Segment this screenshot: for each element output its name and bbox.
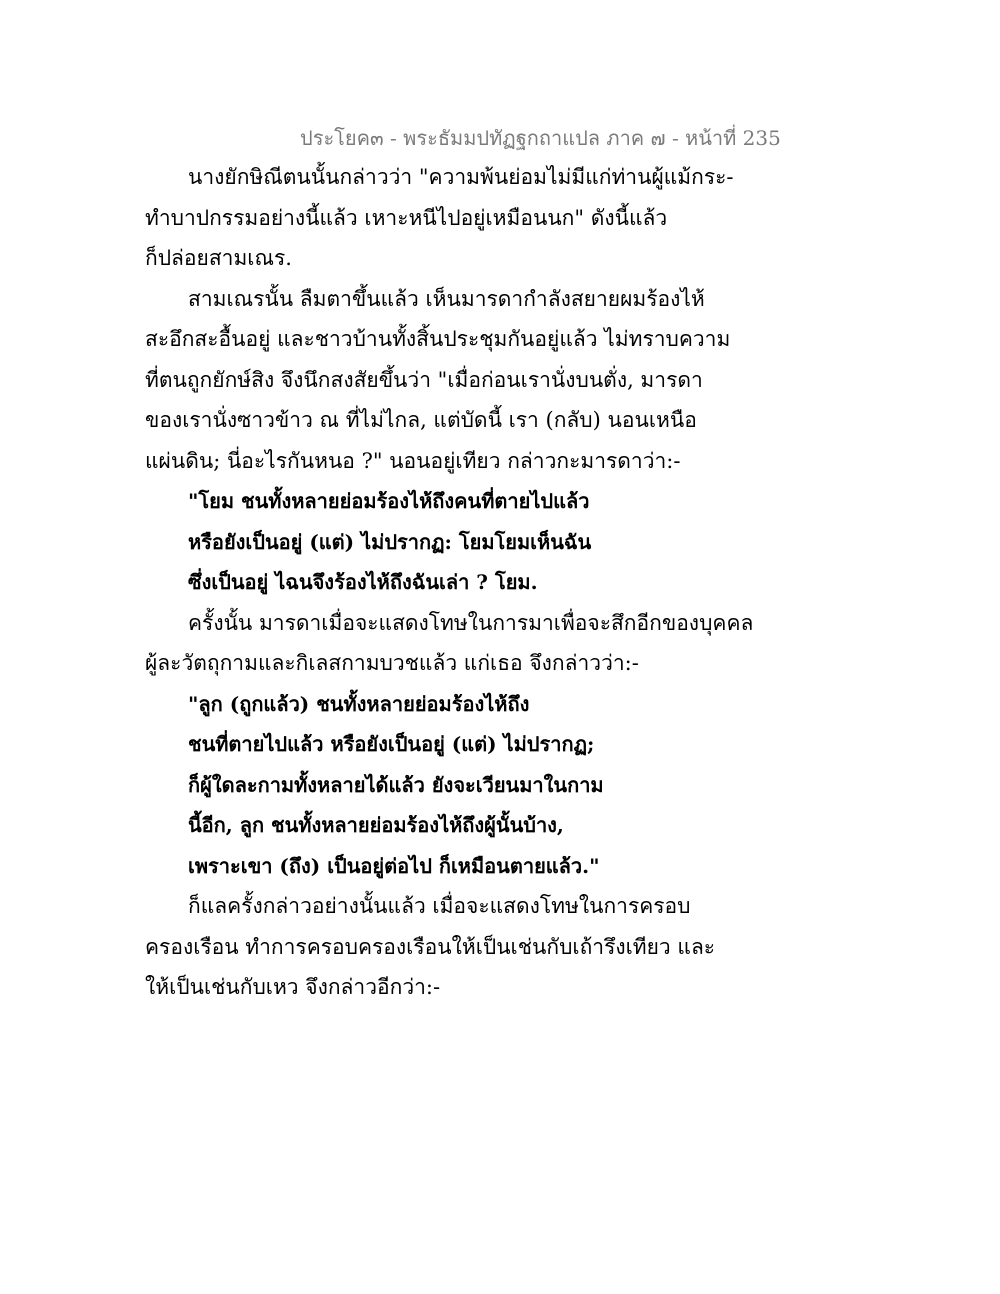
paragraph-line: ที่ตนถูกยักษ์สิง จึงนึกสงสัยขึ้นว่า "เมื่อก่อนเรานั่งบนตั่ง, มารดา [145, 367, 703, 392]
verse-line: นี้อีก, ลูก ชนทั้งหลายย่อมร้องไห้ถึงผู้นั้นบ้าง, [188, 813, 564, 837]
verse-line: "ลูก (ถูกแล้ว) ชนทั้งหลายย่อมร้องไห้ถึง [188, 691, 530, 716]
paragraph-line: ทำบาปกรรมอย่างนี้แล้ว เหาะหนีไปอยู่เหมือนนก" ดังนี้แล้ว [145, 205, 668, 230]
paragraph-line: ผู้ละวัตถุกามและกิเลสกามบวชแล้ว แก่เธอ จึงกล่าวว่า:- [145, 651, 639, 675]
paragraph-line: ของเรานั่งซาวข้าว ณ ที่ไม่ไกล, แต่บัดนี้ เรา (กลับ) นอนเหนือ [145, 408, 697, 432]
page-header: ประโยค๓ - พระธัมมปทัฏฐกถาแปล ภาค ๗ - หน้าที่ 235 [300, 126, 781, 150]
verse-line: "โยม ชนทั้งหลายย่อมร้องไห้ถึงคนที่ตายไปแล้ว [188, 489, 590, 513]
paragraph-line: นางยักษิณีตนนั้นกล่าวว่า "ความพ้นย่อมไม่มีแก่ท่านผู้แม้กระ- [188, 165, 734, 189]
paragraph-line: สามเณรนั้น ลืมตาขึ้นแล้ว เห็นมารดากำลังสยายผมร้องไห้ [188, 286, 705, 311]
body-text [145, 157, 754, 1008]
verse-line: เพราะเขา (ถึง) เป็นอยู่ต่อไป ก็เหมือนตายแล้ว." [188, 853, 600, 878]
paragraph-line: แผ่นดิน; นี่อะไรกันหนอ ?" นอนอยู่เทียว กล่าวกะมารดาว่า:- [145, 448, 681, 473]
paragraph-line: ครองเรือน ทำการครอบครองเรือนให้เป็นเช่นกับเถ้ารึงเทียว และ [145, 934, 716, 959]
paragraph-line: ก็แลครั้งกล่าวอย่างนั้นแล้ว เมื่อจะแสดงโทษในการครอบ [188, 894, 691, 918]
verse-line: ก็ผู้ใดละกามทั้งหลายได้แล้ว ยังจะเวียนมาในกาม [188, 772, 604, 797]
verse-line: หรือยังเป็นอยู่ (แต่) ไม่ปรากฏ: โยมโยมเห็นฉัน [188, 529, 592, 554]
verse-line: ซึ่งเป็นอยู่ ไฉนจึงร้องไห้ถึงฉันเล่า ? โยม. [188, 570, 538, 594]
paragraph-line: ครั้งนั้น มารดาเมื่อจะแสดงโทษในการมาเพื่อจะสึกอีกของบุคคล [188, 610, 754, 635]
paragraph-line: สะอึกสะอื้นอยู่ และชาวบ้านทั้งสิ้นประชุมกันอยู่แล้ว ไม่ทราบความ [145, 327, 731, 351]
paragraph-line: ให้เป็นเช่นกับเหว จึงกล่าวอีกว่า:- [145, 975, 441, 999]
paragraph-line: ก็ปล่อยสามเณร. [145, 246, 292, 270]
verse-line: ชนที่ตายไปแล้ว หรือยังเป็นอยู่ (แต่) ไม่ปรากฏ; [188, 732, 595, 756]
